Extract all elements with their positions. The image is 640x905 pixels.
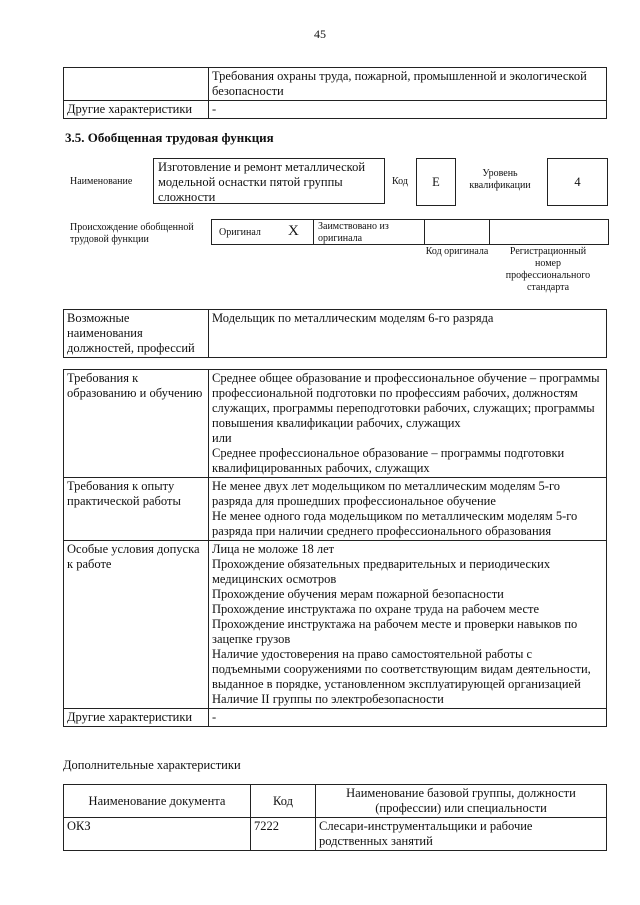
function-name-box (153, 158, 385, 204)
text-line: Не менее двух лет модельщиком по металлическим моделям 5-го разряда для прошедших профессиональное обучение (212, 479, 561, 508)
origin-box (211, 219, 609, 245)
table-cell: ОКЗ (64, 818, 251, 851)
text-line: Среднее профессиональное образование – программы подготовки квалифицированных рабочих, служащих (212, 446, 565, 475)
level-value: 4 (547, 158, 608, 206)
level-label: Уровень квалификации (469, 168, 531, 191)
column-header: Код (251, 785, 316, 818)
table-cell: Требования охраны труда, пожарной, промышленной и экологической безопасности (209, 68, 607, 101)
text-line: Прохождение инструктажа по охране труда на рабочем месте (212, 602, 540, 616)
table-cell: - (209, 709, 607, 727)
text-line: Прохождение обязательных предварительных и периодических медицинских осмотров (212, 557, 551, 586)
table-cell-label: Другие характеристики (64, 709, 209, 727)
table-cell-label: Требования к опыту практической работы (64, 478, 209, 541)
table-cell-label: Возможные наименования должностей, профессий (64, 310, 209, 358)
table-cell: Слесари-инструментальщики и рабочие родственных занятий (316, 818, 607, 851)
table-cell: 7222 (251, 818, 316, 851)
table-cell (209, 478, 607, 541)
text-line: Наличие удостоверения на право самостоятельной работы с подъемными сооружениями по соответствующим видам деятельности, выданное в порядке, установленном эксплуатирующей организацией (212, 647, 591, 691)
table-cell: Модельщик по металлическим моделям 6-го разряда (209, 310, 607, 358)
original-mark: Х (288, 223, 299, 239)
table-row (64, 818, 607, 851)
table-cell (209, 541, 607, 709)
origin-label: Происхождение обобщенной трудовой функции (70, 222, 194, 245)
table-row (64, 709, 607, 727)
top-table (63, 67, 607, 119)
table-cell-empty (64, 68, 209, 101)
text-line: Не менее одного года модельщиком по металлическим моделям 5-го разряда при наличии среднего профессионального образования (212, 509, 578, 538)
table-cell-label: Особые условия допуска к работе (64, 541, 209, 709)
table-row (64, 478, 607, 541)
code-original-label: Код оригинала (425, 246, 489, 257)
divider (424, 220, 425, 244)
table-row (64, 370, 607, 478)
name-label: Наименование (70, 176, 133, 187)
original-label: Оригинал (219, 227, 261, 238)
text-line: Среднее общее образование и профессиональное обучение – программы профессиональной подготовки по профессиям рабочих, должностям служащих, программы переподготовки рабочих, служащих; программы повышения квалификации рабочих, служащих (212, 371, 600, 430)
page-number: 45 (314, 27, 326, 41)
column-header: Наименование документа (64, 785, 251, 818)
borrowed-label: Заимствовано из оригинала (318, 221, 389, 244)
code-label: Код (392, 176, 408, 187)
reg-number-label: Регистрационный номер профессионального стандарта (505, 246, 591, 293)
table-cell-label: Требования к образованию и обучению (64, 370, 209, 478)
divider (313, 220, 314, 244)
text-line: Прохождение обучения мерам пожарной безопасности (212, 587, 504, 601)
table-cell-label: Другие характеристики (64, 101, 209, 119)
table-cell (209, 370, 607, 478)
additional-title: Дополнительные характеристики (63, 758, 241, 772)
table-cell: - (209, 101, 607, 119)
code-value: Е (416, 158, 456, 206)
text-line: Лица не моложе 18 лет (212, 542, 335, 556)
text-line: Прохождение инструктажа на рабочем месте и проверки навыков по зацепке грузов (212, 617, 578, 646)
table-row (64, 68, 607, 101)
positions-table (63, 309, 607, 358)
additional-table (63, 784, 607, 851)
divider (489, 220, 490, 244)
table-row (64, 101, 607, 119)
requirements-table (63, 369, 607, 727)
section-title: 3.5. Обобщенная трудовая функция (65, 130, 274, 145)
column-header: Наименование базовой группы, должности (профессии) или специальности (316, 785, 607, 818)
function-name: Изготовление и ремонт металлической модельной оснастки пятой группы сложности (158, 160, 366, 204)
table-row (64, 310, 607, 358)
text-line: Наличие II группы по электробезопасности (212, 692, 444, 706)
table-row (64, 541, 607, 709)
table-header-row (64, 785, 607, 818)
text-line: или (212, 431, 232, 445)
